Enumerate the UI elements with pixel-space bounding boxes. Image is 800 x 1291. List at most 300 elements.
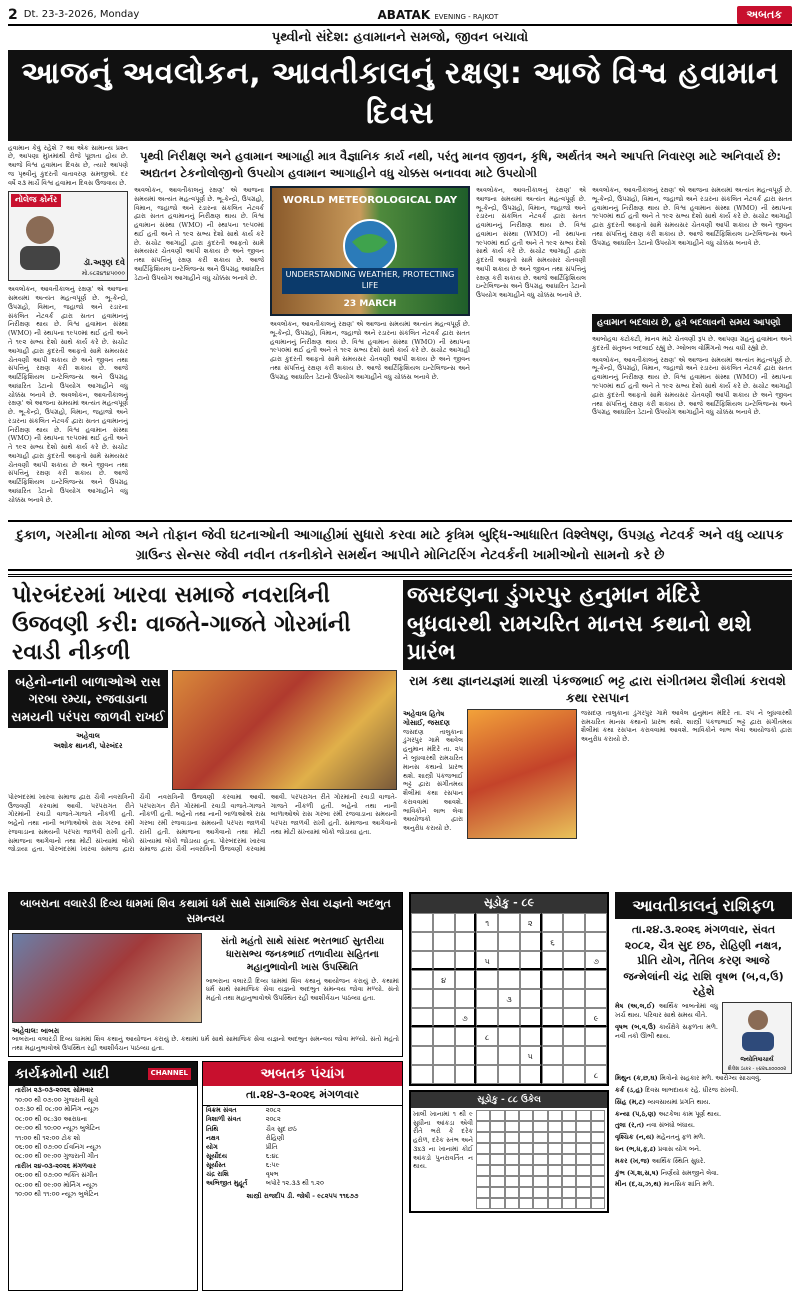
sudoku-cell (433, 1008, 455, 1027)
sudoku-answer-cell (591, 1143, 605, 1154)
porbandar-top (8, 670, 397, 790)
sudoku-answer-cell (505, 1198, 519, 1209)
sudoku-answer-cell (476, 1121, 490, 1132)
sudoku-answer-title: સૂડોકુ - ૮૮ ઉકેલ (411, 1092, 607, 1108)
jasdan-headline: જસદણના ડુંગરપુર હનુમાન મંદિરે બુધવારથી રામચરિત માનસ કથાનો થશે પ્રારંભ (403, 580, 792, 670)
sudoku-cell (520, 1065, 542, 1084)
sudoku-answer-cell (519, 1187, 533, 1198)
rashi-item (615, 1023, 718, 1041)
babra-subhead: સંતો મહંતો સાથે સાંસદ ભરતભાઈ સુતરીયા ધારાસભ્ય જનકભાઈ તળાવીયા સહિતના મહાનુભાવોની ખાસ ઉપસ્થિતિ (220, 935, 385, 974)
sudoku-answer-cell (533, 1176, 547, 1187)
rashi-sign: કર્ક (ડ,હ) (615, 1086, 644, 1095)
babra-body-1: બાબરાના વલારડી દિવ્ય ધામમાં શિવ કથાનું આયોજન કરાયું છે. કથામાં ધર્મ સાથે સામાજિક સેવા યજ્ઞનો અદભુત સમન્વય જોવા મળ્યો. સંતો મહંતો તથા મહાનુભાવોએ ઉપસ્થિત રહી આશીર્વચન પાઠવ્યા હતા. (206, 976, 399, 1003)
sudoku-cell (542, 1027, 564, 1046)
lead-body-col-3: અવલોકન, આવતીકાલનું રક્ષણ' એ આજના સમયમાં અત્યંત મહત્વપૂર્ણ છે. ભૂ-કેન્દ્રો, ઉપગ્રહો, વિમાન, જહાજો અને રડારના સંકલિત નેટવર્ક દ્વારા સતત હવામાનનું નિરીક્ષણ થાય છે. વિશ્વ હવામાન સંસ્થા (WMO) ની સ્થાપના ૧૯૫૦માં થઈ હતી અને તે ૧૯૨ સભ્ય દેશો સાથે કાર્ય કરે છે. સચોટ આગાહી દ્વારા કુદરતી આફતો સામે સમયસર ચેતવણી આપી શકાય છે અને જીવન તથા સંપત્તિનું રક્ષણ કરી શકાય છે. આજે આર્ટિફિશિયલ ઇન્ટેલિજન્સ અને ઉપગ્રહ આધારિત ડેટાનો ઉપયોગ આગાહીને વધુ ચોક્કસ બનાવે છે. (476, 186, 586, 300)
panchang-key: નક્ષત્ર (206, 1133, 220, 1142)
sudoku-cell (411, 1065, 433, 1084)
sudoku-cell (498, 1065, 520, 1084)
sudoku-cell (542, 1046, 564, 1065)
sudoku-cell (498, 913, 520, 932)
sudoku-cell (585, 970, 607, 989)
panchang-row (203, 1179, 402, 1188)
sudoku-answer-cell (533, 1154, 547, 1165)
sudoku-answer-cell (490, 1198, 504, 1209)
world-meteorological-day-poster (270, 186, 470, 316)
sudoku-cell (455, 970, 477, 989)
events-list-1 (9, 1096, 197, 1162)
lead-left-column (8, 144, 128, 517)
rashi-sign: મેષ (અ,લ,ઈ) (615, 1002, 655, 1011)
rashi-item (615, 1074, 792, 1083)
lead-body-left-cont (8, 285, 128, 515)
sudoku-answer-cell (505, 1143, 519, 1154)
lead-body-col-5-text: અવલોકન, આવતીકાલનું રક્ષણ' એ આજના સમયમાં અત્યંત મહત્વપૂર્ણ છે. ભૂ-કેન્દ્રો, ઉપગ્રહો, વિમાન, જહાજો અને રડારના સંકલિત નેટવર્ક દ્વારા સતત હવામાનનું નિરીક્ષણ થાય છે. વિશ્વ હવામાન સંસ્થા (WMO) ની સ્થાપના ૧૯૫૦માં થઈ હતી અને તે ૧૯૨ સભ્ય દેશો સાથે કાર્ય કરે છે. સચોટ આગાહી દ્વારા કુદરતી આફતો સામે સમયસર ચેતવણી આપી શકાય છે અને જીવન તથા સંપત્તિનું રક્ષણ કરી શકાય છે. આજે આર્ટિફિશિયલ ઇન્ટેલિજન્સ અને ઉપગ્રહ આધારિત ડેટાનો ઉપયોગ આગાહીને વધુ ચોક્કસ બનાવે છે. (592, 355, 792, 417)
sudoku-answer-cell (591, 1187, 605, 1198)
sudoku-answer-cell (562, 1110, 576, 1121)
sudoku-answer-cell (533, 1143, 547, 1154)
sudoku-answer-cell (548, 1143, 562, 1154)
sudoku-cell (563, 932, 585, 951)
rashi-item (615, 1002, 718, 1020)
infobox-title: હવામાન બદલાય છે, હવે બદલાવનો સમય આપણો (592, 314, 792, 332)
sudoku-answer-grid (476, 1110, 605, 1209)
edition-label: EVENING - RAJKOT (434, 12, 499, 21)
event-item: ૦૮:૦૦ થી ૦૮:૩૦ આરાધના (15, 1114, 88, 1123)
sudoku-answer-cell (576, 1176, 590, 1187)
sudoku-cell (411, 1008, 433, 1027)
column-name: નોલેજ કોર્નર (11, 194, 61, 207)
porbandar-subhead-col (8, 670, 168, 790)
porbandar-procession-photo (172, 670, 397, 790)
sudoku-answer-cell (490, 1132, 504, 1143)
rashi-text: મહેનતનું ફળ મળે. (656, 1133, 706, 1142)
sudoku-cell (585, 1046, 607, 1065)
rashi-sign: તુલા (ર,ત) (615, 1121, 645, 1130)
event-item: ૦૮:૦૦ થી ૦૯:૦૦ ગુજરાતી ગીત (15, 1152, 99, 1161)
rashi-text: મિત્રોનો સહકાર મળે. આરોગ્ય સાચવવું. (659, 1074, 762, 1083)
poster-tagline: UNDERSTANDING WEATHER, PROTECTING LIFE (282, 268, 458, 294)
lead-body-col-1: અવલોકન, આવતીકાલનું રક્ષણ' એ આજના સમયમાં અત્યંત મહત્વપૂર્ણ છે. ભૂ-કેન્દ્રો, ઉપગ્રહો, વિમાન, જહાજો અને રડારના સંકલિત નેટવર્ક દ્વારા સતત હવામાનનું નિરીક્ષણ થાય છે. વિશ્વ હવામાન સંસ્થા (WMO) ની સ્થાપના ૧૯૫૦માં થઈ હતી અને તે ૧૯૨ સભ્ય દેશો સાથે કાર્ય કરે છે. સચોટ આગાહી દ્વારા કુદરતી આફતો સામે સમયસર ચેતવણી આપી શકાય છે અને જીવન તથા સંપત્તિનું રક્ષણ કરી શકાય છે. આજે આર્ટિફિશિયલ ઇન્ટેલિજન્સ અને ઉપગ્રહ આધારિત ડેટાનો ઉપયોગ આગાહીને વધુ ચોક્કસ બનાવે છે. (134, 186, 264, 282)
sudoku-answer-cell (576, 1154, 590, 1165)
sudoku-answer-cell (548, 1154, 562, 1165)
sudoku-answer-cell (490, 1121, 504, 1132)
sudoku-cell: ૩ (498, 989, 520, 1008)
rashi-item (615, 1121, 792, 1130)
page-number: 2 (8, 6, 18, 23)
rashi-sign: ધન (ભ,ધ,ફ,ઢ) (615, 1144, 656, 1153)
sudoku-cell: ૬ (542, 932, 564, 951)
rashifal-top-items (615, 1002, 718, 1043)
sudoku-cell (411, 951, 433, 970)
sudoku-answer-cell (576, 1132, 590, 1143)
second-section (8, 580, 792, 888)
right-half (403, 580, 792, 888)
sudoku-cell (455, 1065, 477, 1084)
rashi-sign: વૃષભ (બ,વ,ઉ) (615, 1022, 656, 1031)
events-box (8, 1061, 198, 1291)
sudoku-cell (563, 989, 585, 1008)
rashifal-column (615, 892, 792, 1291)
panchang-key: સૂર્યોદય (206, 1151, 228, 1160)
panchang-value: ૬:૪૮ (265, 1151, 280, 1160)
panchang-key: યોગ (206, 1142, 218, 1151)
lead-body-text-2: અવલોકન, આવતીકાલનું રક્ષણ' એ આજના સમયમાં અત્યંત મહત્વપૂર્ણ છે. ભૂ-કેન્દ્રો, ઉપગ્રહો, વિમાન, જહાજો અને રડારના સંકલિત નેટવર્ક દ્વારા સતત હવામાનનું નિરીક્ષણ થાય છે. વિશ્વ હવામાન સંસ્થા (WMO) ની સ્થાપના ૧૯૫૦માં થઈ હતી અને તે ૧૯૨ સભ્ય દેશો સાથે કાર્ય કરે છે. સચોટ આગાહી દ્વારા કુદરતી આફતો સામે સમયસર ચેતવણી આપી શકાય છે અને જીવન તથા સંપત્તિનું રક્ષણ કરી શકાય છે. આજે આર્ટિફિશિયલ ઇન્ટેલિજન્સ અને ઉપગ્રહ આધારિત ડેટાનો ઉપયોગ આગાહીને વધુ ચોક્કસ બનાવે છે. (8, 390, 128, 504)
panchang-title: અબતક પંચાંગ (203, 1062, 402, 1087)
sudoku-title: સૂડોકુ - ૮૯ (411, 894, 607, 913)
sudoku-answer-cell (576, 1121, 590, 1132)
sudoku-answer-cell (548, 1198, 562, 1209)
sudoku-cell (476, 932, 498, 951)
astrologer-box (722, 1002, 792, 1074)
sudoku-answer-cell (591, 1165, 605, 1176)
rashi-text: નવા સંબંધો બંધાય. (646, 1121, 695, 1130)
panchang-value: ૬:૫૯ (265, 1160, 280, 1169)
poster-title: WORLD METEOROLOGICAL DAY (282, 195, 458, 207)
lead-body-col-2: અવલોકન, આવતીકાલનું રક્ષણ' એ આજના સમયમાં અત્યંત મહત્વપૂર્ણ છે. ભૂ-કેન્દ્રો, ઉપગ્રહો, વિમાન, જહાજો અને રડારના સંકલિત નેટવર્ક દ્વારા સતત હવામાનનું નિરીક્ષણ થાય છે. વિશ્વ હવામાન સંસ્થા (WMO) ની સ્થાપના ૧૯૫૦માં થઈ હતી અને તે ૧૯૨ સભ્ય દેશો સાથે કાર્ય કરે છે. સચોટ આગાહી દ્વારા કુદરતી આફતો સામે સમયસર ચેતવણી આપી શકાય છે અને જીવન તથા સંપત્તિનું રક્ષણ કરી શકાય છે. આજે આર્ટિફિશિયલ ઇન્ટેલિજન્સ અને ઉપગ્રહ આધારિત ડેટાનો ઉપયોગ આગાહીને વધુ ચોક્કસ બનાવે છે. (270, 320, 470, 381)
author-photo (15, 210, 65, 270)
rashi-item (615, 1110, 792, 1119)
babra-event-photo (12, 933, 202, 1023)
sudoku-answer-cell (533, 1187, 547, 1198)
astrologer-photo (738, 1006, 778, 1051)
sudoku-answer-cell (505, 1176, 519, 1187)
rashi-text: વ્યવસાયમાં પ્રગતિ થાય. (647, 1097, 711, 1106)
sudoku-cell (585, 989, 607, 1008)
sudoku-cell (542, 913, 564, 932)
rashi-text: માનસિક શાંતિ મળે. (663, 1180, 715, 1189)
rashi-sign: કુંભ (ગ,શ,સ,ષ) (615, 1168, 659, 1177)
panchang-value: પ્રીતિ (265, 1142, 278, 1151)
porbandar-byline-place: અહેવાલ (76, 731, 100, 741)
porbandar-body-text-1: પોરબંદરમાં ખારવા સમાજ દ્વારા ચૈત્રી નવરાત્રિની ઉજવણી કરવામાં આવી. પરંપરાગત રીતે ગોરમાંની રવાડી વાજતે-ગાજતે નીકળી હતી. બહેનો તથા નાની બાળાઓએ રાસ ગરબા રમી રજવાડાના સમયની પરંપરા જાળવી રાખી હતી. સમાજના આગેવાનો તથા મોટી સંખ્યામાં લોકો જોડાયા હતા. (8, 792, 135, 854)
sudoku-cell (498, 951, 520, 970)
rashi-text: આર્થિક સ્થિતિ સુધરે. (651, 1156, 706, 1165)
panchang-key: અભિજીત મુહૂર્ત (206, 1179, 248, 1188)
sudoku-cell (411, 913, 433, 932)
lead-strip: દુકાળ, ગરમીના મોજા અને તોફાન જેવી ઘટનાઓની આગાહીમાં સુધારો કરવા માટે કૃત્રિમ બુદ્ધિ-આધારિત વિશ્લેષણ, ઉપગ્રહ નેટવર્ક અને વધુ વ્યાપક ગ્રાઉન્ડ સેન્સર જેવી નવીન તકનીકોને સમર્થન આપીને મોનિટરિંગ નેટવર્કની ખામીઓનો સામનો કરે છે (8, 520, 792, 571)
sudoku-cell (411, 970, 433, 989)
astrologer-label: જ્યોતિષાચાર્ય (740, 1056, 774, 1064)
sudoku-cell (498, 1046, 520, 1065)
lead-body-text-1: અવલોકન, આવતીકાલનું રક્ષણ' એ આજના સમયમાં અત્યંત મહત્વપૂર્ણ છે. ભૂ-કેન્દ્રો, ઉપગ્રહો, વિમાન, જહાજો અને રડારના સંકલિત નેટવર્ક દ્વારા સતત હવામાનનું નિરીક્ષણ થાય છે. વિશ્વ હવામાન સંસ્થા (WMO) ની સ્થાપના ૧૯૫૦માં થઈ હતી અને તે ૧૯૨ સભ્ય દેશો સાથે કાર્ય કરે છે. સચોટ આગાહી દ્વારા કુદરતી આફતો સામે સમયસર ચેતવણી આપી શકાય છે અને જીવન તથા સંપત્તિનું રક્ષણ કરી શકાય છે. આજે આર્ટિફિશિયલ ઇન્ટેલિજન્સ અને ઉપગ્રહ આધારિત ડેટાનો ઉપયોગ આગાહીને વધુ ચોક્કસ બનાવે છે. (8, 285, 128, 399)
sudoku-cell (563, 970, 585, 989)
sudoku-answer-cell (490, 1154, 504, 1165)
porbandar-byline-box (8, 731, 168, 750)
sudoku-cell (542, 970, 564, 989)
events-heading: કાર્યક્રમોની યાદી (15, 1065, 110, 1082)
sudoku-answer-cell (519, 1165, 533, 1176)
sudoku-answer-cell (505, 1187, 519, 1198)
panchang-row (203, 1161, 402, 1170)
panchang-key: તિથિ (206, 1124, 219, 1133)
sudoku-answer-cell (505, 1154, 519, 1165)
sudoku-cell (433, 913, 455, 932)
lead-kicker: પૃથ્વીનો સંદેશ: હવામાનને સમજો, જીવન બચાવો (271, 30, 529, 45)
events-day-1: તારીખ ૨૩-૦૩-૨૦૨૬ સોમવાર (15, 1086, 94, 1095)
left-half (8, 580, 397, 888)
sudoku-cell (563, 1027, 585, 1046)
events-title (9, 1062, 197, 1087)
paper-name (378, 7, 499, 23)
event-item: ૧૧:૦૦ થી ૧૨:૦૦ ટોક શો (15, 1133, 81, 1142)
event-item: ૦૮:૦૦ થી ૦૯:૦૦ મોર્નિંગ ન્યૂઝ (15, 1180, 98, 1189)
panchang-key: સૂર્યાસ્ત (206, 1160, 226, 1169)
sudoku-answer-cell (576, 1165, 590, 1176)
sudoku-answer-cell (562, 1198, 576, 1209)
sudoku-cell: ૫ (476, 951, 498, 970)
event-item: ૦૬:૦૦ થી ૦૭:૦૦ ઈવનિંગ ન્યૂઝ (15, 1143, 102, 1151)
sudoku-answer-cell (562, 1121, 576, 1132)
event-item: ૧૦:૦૦ થી ૧૧:૦૦ ન્યૂઝ બુલેટિન (15, 1190, 99, 1199)
porbandar-body (8, 793, 397, 888)
sudoku-answer-cell (533, 1165, 547, 1176)
masthead (8, 6, 792, 26)
sudoku-answer-cell (562, 1132, 576, 1143)
babra-body-2: બાબરાના વલારડી દિવ્ય ધામમાં શિવ કથાનું આયોજન કરાયું છે. કથામાં ધર્મ સાથે સામાજિક સેવા યજ્ઞનો અદભુત સમન્વય જોવા મળ્યો. સંતો મહંતો તથા મહાનુભાવોએ ઉપસ્થિત રહી આશીર્વચન પાઠવ્યા હતા. (12, 1035, 399, 1052)
rashi-sign: સિંહ (મ,ટ) (615, 1097, 646, 1106)
paper-title: ABATAK (377, 7, 431, 22)
sudoku-cell (520, 932, 542, 951)
panchang-value: ચૈત્ર સુદ છઠ (265, 1124, 297, 1133)
sudoku-answer-cell (548, 1176, 562, 1187)
sudoku-cell (520, 951, 542, 970)
babra-story (8, 892, 403, 1057)
sudoku-answer-cell (533, 1132, 547, 1143)
rashi-text: અટકેલા કામ પૂર્ણ થાય. (658, 1109, 722, 1118)
sudoku-cell (520, 989, 542, 1008)
rashi-item (615, 1180, 792, 1189)
rashifal-title: આવતીકાલનું રાશિફળ (615, 892, 792, 920)
sudoku-answer-cell (519, 1154, 533, 1165)
sudoku-answer-cell (576, 1143, 590, 1154)
sudoku-cell (411, 1046, 433, 1065)
event-item: ૧૦:૦૦ થી ૦૭:૦૦ ગુજરાતી સૂત્રો (15, 1095, 99, 1104)
jasdan-subhead: રામ કથા જ્ઞાનયજ્ઞમાં શાસ્ત્રી પંકજભાઈ ભટ્ટ દ્વારા સંગીતમય શૈલીમાં કરાવશે કથા રસપાન (409, 672, 786, 706)
sudoku-answer-cell (519, 1143, 533, 1154)
rashi-sign: મકર (ખ,જ) (615, 1156, 650, 1165)
sudoku-cell (585, 932, 607, 951)
sudoku-answer (409, 1090, 609, 1213)
sudoku-cell (520, 970, 542, 989)
rashi-item (615, 1098, 792, 1107)
event-item: ૦૯:૦૦ થી ૧૦:૦૦ ન્યૂઝ બુલેટિન (15, 1124, 101, 1133)
panchang-key: વિક્રમ સંવત (206, 1106, 237, 1115)
sudoku-answer-cell (533, 1110, 547, 1121)
sudoku-answer-cell (476, 1154, 490, 1165)
sudoku-note: ખાલી ખાનામાં ૧ થી ૯ સુધીના આંકડા એવી રીતે ભરો કે દરેક હરોળ, દરેક સ્તંભ અને ૩x૩ ના ખાનામાં કોઈ આંકડો પુનરાવર્તિત ન થાય. (413, 1109, 473, 1171)
panchang-row (203, 1125, 402, 1134)
sudoku-cell (542, 951, 564, 970)
sudoku-grid (411, 913, 607, 1084)
sudoku-cell (585, 1027, 607, 1046)
sudoku-answer-cell (519, 1132, 533, 1143)
sudoku-answer-cell (476, 1187, 490, 1198)
panchang-value: વૃષભ (265, 1169, 279, 1178)
panchang-value: ૨૦૮૨ (265, 1106, 281, 1115)
astrologer-name: શૈલેશ ઠાકર - ૯૪૨૬૭૦૦૦૦૨ (727, 1065, 787, 1072)
panchang-row (203, 1106, 402, 1115)
author-mobile: મો.૯૮૨૪૧૪૫૦૦૦ (81, 270, 125, 278)
sudoku-cell (476, 1046, 498, 1065)
abtak-logo: અબતક (737, 6, 793, 25)
sudoku-cell: ૨ (520, 913, 542, 932)
sudoku-answer-cell (548, 1165, 562, 1176)
sudoku-cell: ૮ (585, 1065, 607, 1084)
sudoku-answer-cell (476, 1143, 490, 1154)
panchang-key: ત્રિશાળી સંવત (206, 1115, 241, 1124)
sudoku-cell (498, 1008, 520, 1027)
sudoku-answer-cell (533, 1198, 547, 1209)
sudoku-answer-cell (519, 1110, 533, 1121)
panchang-row (203, 1152, 402, 1161)
sudoku-cell (585, 913, 607, 932)
panchang-value: ૨૦૮૨ (265, 1115, 281, 1124)
jasdan-body-row (403, 709, 792, 839)
third-section (8, 892, 792, 1291)
porbandar-subhead: બહેનો-નાની બાળાઓએ રાસ ગરબા રમ્યા, રજવાડાના સમયની પરંપરા જાળવી રાખઈ (8, 670, 168, 729)
sudoku-answer-cell (562, 1187, 576, 1198)
sudoku-cell (542, 989, 564, 1008)
panchang-value: રોહિણી (265, 1133, 285, 1142)
sudoku-answer-cell (519, 1121, 533, 1132)
poster-date: 23 MARCH (343, 298, 397, 309)
sudoku-cell (476, 1008, 498, 1027)
jasdan-body-2: જસદણ તાલુકાના ડુંગરપુર ગામે આવેલ હનુમાન મંદિરે તા. ૨૫ ને બુધવારથી રામચરિત માનસ કથાનો પ્રારંભ થશે. શાસ્ત્રી પંકજભાઈ ભટ્ટ દ્વારા સંગીતમય શૈલીમાં કથા રસપાન કરાવવામાં આવશે. ભાવિકોને લાભ લેવા આયોજકો દ્વારા અનુરોધ કરાયો છે. (581, 708, 792, 744)
sudoku-answer-row (411, 1108, 607, 1211)
lead-body-row (134, 186, 792, 516)
jasdan-byline: અહેવાલ હિતેષ ગોસાઈ, જસદણ (403, 708, 450, 728)
sudoku-puzzle (409, 892, 609, 1086)
infobox-body: આબોહવા કટોકટી, માનવ માટે ચેતવણી રૂપ છે. આપણા ગ્રહનું હવામાન અને કુદરતી સંતુલન બદલાઈ રહ્યું છે. ગ્લોબલ વોર્મિંગનો ભય વધી રહ્યો છે. (592, 335, 792, 352)
sudoku-cell (542, 1008, 564, 1027)
sudoku-cell: ૭ (455, 1008, 477, 1027)
sudoku-cell: ૧ (476, 913, 498, 932)
panchang-date: તા.૨૪-૩-૨૦૨૬ મંગળવાર (203, 1086, 402, 1106)
sudoku-answer-cell (490, 1187, 504, 1198)
panchang-row (203, 1115, 402, 1124)
sudoku-answer-cell (519, 1176, 533, 1187)
sudoku-answer-cell (476, 1110, 490, 1121)
sudoku-cell (455, 951, 477, 970)
event-item: ૦૭:૩૦ થી ૦૮:૦૦ મોર્નિંગ ન્યૂઝ (15, 1105, 99, 1114)
events-day-2: તારીખ ૨૪-૦૩-૨૦૨૬ મંગળવાર (15, 1161, 97, 1170)
author-name: ડૉ.અરૂણ દવે (83, 257, 125, 267)
rashi-item (615, 1133, 792, 1142)
columnist-box (8, 191, 128, 281)
sudoku-cell (498, 1027, 520, 1046)
babra-byline: અહેવાલ: બાબરા (12, 1025, 60, 1035)
lead-body-col-4 (592, 186, 792, 516)
sudoku-answer-cell (490, 1176, 504, 1187)
sudoku-answer-cell (562, 1143, 576, 1154)
sudoku-column (409, 892, 609, 1291)
channel-badge: CHANNEL (148, 1068, 191, 1079)
lead-story (8, 144, 792, 517)
panchang-footer: શાસ્ત્રી રાજદીપ ડી. જોષી - ૯૮૨૫૫ ૧૧૬૭૭ (246, 1192, 359, 1201)
sudoku-cell: ૮ (476, 1027, 498, 1046)
sudoku-answer-cell (576, 1110, 590, 1121)
sudoku-cell (433, 1065, 455, 1084)
lower-left (8, 892, 403, 1291)
sudoku-cell (455, 989, 477, 1008)
panchang-table (203, 1106, 402, 1188)
events-panchang-row (8, 1061, 403, 1291)
sudoku-answer-cell (505, 1110, 519, 1121)
sudoku-cell (411, 1027, 433, 1046)
sudoku-answer-cell (476, 1132, 490, 1143)
event-item: ૦૬:૦૦ થી ૦૭:૦૦ ભક્તિ સંગીત (15, 1171, 98, 1180)
events-list-2 (9, 1171, 197, 1199)
sudoku-cell (563, 1046, 585, 1065)
sudoku-answer-cell (490, 1143, 504, 1154)
sudoku-cell (455, 913, 477, 932)
rashi-text: નિર્ણયો સમજીને લેવા. (660, 1168, 719, 1177)
porbandar-body-text-3: પોરબંદરમાં ખારવા સમાજ દ્વારા ચૈત્રી નવરાત્રિની ઉજવણી કરવામાં આવી. પરંપરાગત રીતે ગોરમાંની રવાડી વાજતે-ગાજતે નીકળી હતી. બહેનો તથા નાની બાળાઓએ રાસ ગરબા રમી રજવાડાના સમયની પરંપરા જાળવી રાખી હતી. સમાજના આગેવાનો તથા મોટી સંખ્યામાં લોકો જોડાયા હતા. (139, 792, 397, 854)
rashi-item (615, 1169, 792, 1178)
sudoku-cell: ૪ (433, 970, 455, 989)
sudoku-answer-cell (562, 1165, 576, 1176)
lead-headline: આજનું અવલોકન, આવતીકાલનું રક્ષણ: આજે વિશ્વ હવામાન દિવસ (8, 50, 792, 141)
hanuman-idol-photo (467, 709, 577, 839)
sudoku-answer-cell (576, 1198, 590, 1209)
sudoku-cell (498, 970, 520, 989)
sudoku-answer-cell (562, 1176, 576, 1187)
lead-right-column (134, 144, 792, 517)
panchang-row (203, 1143, 402, 1152)
lead-lede: પૃથ્વી નિરીક્ષણ અને હવામાન આગાહી માત્ર વૈજ્ઞાનિક કાર્ય નથી, પરંતુ માનવ જીવન, કૃષિ, અર્થતંત્ર અને આપત્તિ નિવારણ માટે અનિવાર્ય છે: અદ્યતન ટેકનોલોજીનો ઉપયોગ હવામાન આગાહીને વધુ ચોક્કસ બનાવવા માટે ઉપયોગી (140, 148, 782, 180)
lead-body-left: હવામાન કેવું રહેશે ? આ એક સામાન્ય પ્રશ્ન છે, આપણા મુખમાંથી રોજે પૂછાતા હોય છે. આજે વિશ્વ હવામાન દિવસ છે, ત્યારે આપણે જ પૃથ્વીનું કુદરતી વાતાવરણ સમજીએ. દર વર્ષે ૨૩ માર્ચે વિશ્વ હવામાન દિવસ ઉજવાય છે. (8, 143, 128, 187)
rashi-sign: મિથુન (ક,છ,ઘ) (615, 1074, 658, 1083)
rashi-sign: કન્યા (પ,ઠ,ણ) (615, 1109, 657, 1118)
panchang-row (203, 1170, 402, 1179)
sudoku-answer-cell (562, 1154, 576, 1165)
sudoku-cell (455, 1046, 477, 1065)
sudoku-answer-cell (476, 1165, 490, 1176)
lead-body-col-4-text: અવલોકન, આવતીકાલનું રક્ષણ' એ આજના સમયમાં અત્યંત મહત્વપૂર્ણ છે. ભૂ-કેન્દ્રો, ઉપગ્રહો, વિમાન, જહાજો અને રડારના સંકલિત નેટવર્ક દ્વારા સતત હવામાનનું નિરીક્ષણ થાય છે. વિશ્વ હવામાન સંસ્થા (WMO) ની સ્થાપના ૧૯૫૦માં થઈ હતી અને તે ૧૯૨ સભ્ય દેશો સાથે કાર્ય કરે છે. સચોટ આગાહી દ્વારા કુદરતી આફતો સામે સમયસર ચેતવણી આપી શકાય છે અને જીવન તથા સંપત્તિનું રક્ષણ કરી શકાય છે. આજે આર્ટિફિશિયલ ઇન્ટેલિજન્સ અને ઉપગ્રહ આધારિત ડેટાનો ઉપયોગ આગાહીને વધુ ચોક્કસ બનાવે છે. (592, 186, 792, 247)
sudoku-answer-cell (476, 1198, 490, 1209)
sudoku-answer-cell (548, 1187, 562, 1198)
sudoku-cell (433, 932, 455, 951)
sudoku-answer-cell (576, 1187, 590, 1198)
rashi-sign: મીન (દ,ચ,ઝ,થ) (615, 1180, 662, 1189)
rashi-sign: વૃશ્ચિક (ન,ય) (615, 1133, 655, 1142)
sudoku-cell (455, 932, 477, 951)
sudoku-answer-cell (505, 1165, 519, 1176)
babra-row (9, 930, 402, 1026)
babra-subhead-col (206, 933, 399, 1023)
panchang-value: બપોરે ૧૨.૩૩ થી ૧.૨૦ (265, 1179, 324, 1188)
rashi-text: દિવસ લાભદાયક રહે. ધીરજ રાખવી. (645, 1086, 739, 1095)
sudoku-answer-cell (591, 1198, 605, 1209)
sudoku-cell (411, 989, 433, 1008)
rashi-text: પ્રવાસ યોગ બને. (658, 1144, 702, 1153)
sudoku-answer-cell (591, 1154, 605, 1165)
sudoku-cell (476, 1065, 498, 1084)
sudoku-answer-cell (505, 1121, 519, 1132)
sudoku-cell: ૫ (520, 1046, 542, 1065)
sudoku-answer-cell (591, 1176, 605, 1187)
sudoku-answer-cell (533, 1121, 547, 1132)
sudoku-answer-cell (476, 1176, 490, 1187)
rashi-item (615, 1086, 792, 1095)
sudoku-cell (455, 1027, 477, 1046)
porbandar-body-text-2: પોરબંદરમાં ખારવા સમાજ દ્વારા ચૈત્રી નવરાત્રિની ઉજવણી કરવામાં આવી. પરંપરાગત રીતે ગોરમાંની રવાડી વાજતે-ગાજતે નીકળી હતી. બહેનો તથા નાની બાળાઓએ રાસ ગરબા રમી રજવાડાના સમયની પરંપરા જાળવી રાખી હતી. સમાજના આગેવાનો તથા મોટી સંખ્યામાં લોકો જોડાયા હતા. (48, 792, 266, 854)
sudoku-cell (563, 913, 585, 932)
sudoku-answer-cell (548, 1121, 562, 1132)
sudoku-cell (542, 1065, 564, 1084)
sudoku-answer-cell (591, 1110, 605, 1121)
sudoku-cell: ૯ (585, 1008, 607, 1027)
